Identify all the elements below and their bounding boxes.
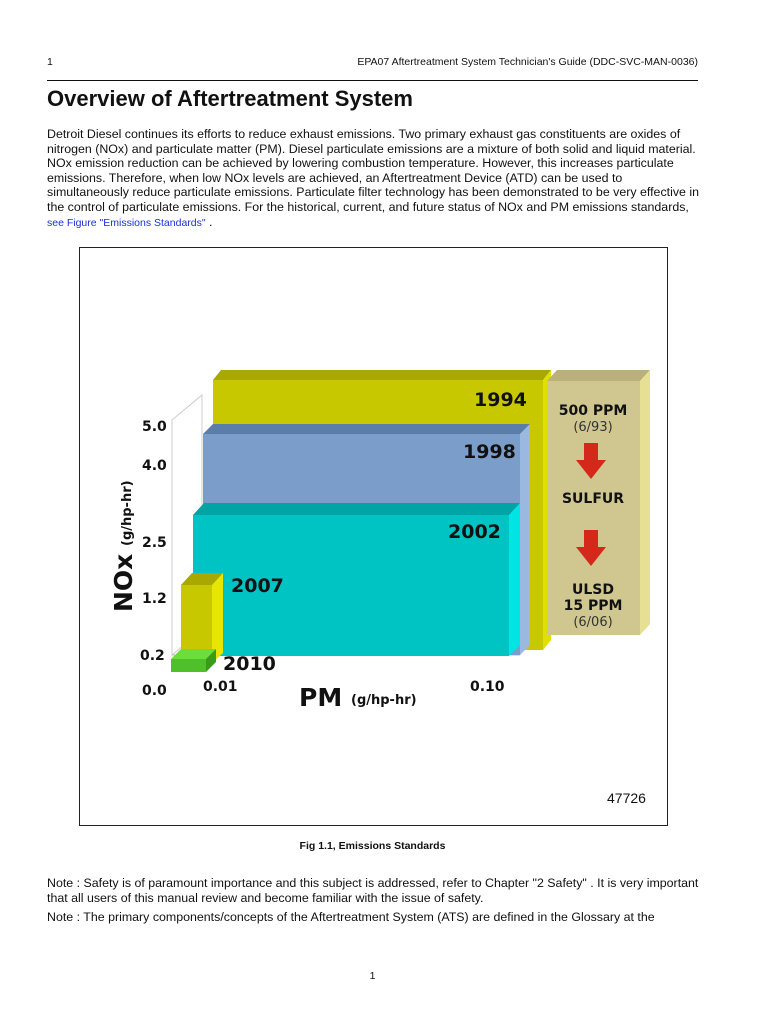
svg-text:NOx: NOx bbox=[109, 553, 138, 612]
y-tick-0-2: 0.2 bbox=[140, 648, 165, 664]
label-1998: 1998 bbox=[463, 441, 516, 463]
fuel-sulfur-label: SULFUR bbox=[561, 491, 625, 507]
y-tick-4: 4.0 bbox=[142, 458, 167, 474]
y-axis-label bbox=[109, 480, 138, 612]
fuel-ulsd: ULSD bbox=[572, 582, 614, 598]
fuel-500ppm: 500 PPM bbox=[558, 403, 628, 419]
svg-text:(g/hp-hr): (g/hp-hr) bbox=[120, 480, 135, 546]
intro-paragraph bbox=[47, 127, 702, 230]
intro-tail: . bbox=[205, 214, 213, 229]
y-tick-5: 5.0 bbox=[142, 419, 167, 435]
note-components: Note : The primary components/concepts of the Aftertreatment System (ATS) are defined in the Glossary at the bbox=[47, 910, 655, 924]
emissions-figure bbox=[79, 247, 668, 826]
figure-caption: Fig 1.1, Emissions Standards bbox=[299, 840, 446, 852]
header-rule bbox=[47, 80, 698, 81]
figure-link[interactable]: see Figure "Emissions Standards" bbox=[47, 216, 206, 229]
intro-text: Detroit Diesel continues its efforts to reduce exhaust emissions. Two primary exhaust gas constituents are oxides of nitrogen (NOx) and particulate matter (PM). Diesel particulate emissions are a mixture of both solid and liquid material. NOx emission reduction can be achieved by lowering combustion temperature. However, this increases particulate emissions. Therefore, when low NOx levels are achieved, an Aftertreatment Device (ATD) can be used to simultaneously reduce particulate emissions. Particulate filter technology has been demonstrated to be very effective in the control of particulate emissions. For the historical, current, and future status of NOx and PM emissions standards, bbox=[47, 127, 700, 214]
y-tick-1-2: 1.2 bbox=[142, 591, 167, 607]
y-tick-0: 0.0 bbox=[142, 683, 167, 699]
label-2007: 2007 bbox=[231, 575, 284, 597]
fuel-date-1993: (6/93) bbox=[573, 420, 613, 435]
page-footer-number: 1 bbox=[369, 970, 376, 982]
note-safety: Note : Safety is of paramount importance and this subject is addressed, refer to Chapter "2 Safety" . It is very important that all users of this manual review and become familiar with the issue of safety. bbox=[47, 876, 699, 905]
label-1994: 1994 bbox=[474, 389, 527, 411]
fuel-sulfur-panel bbox=[547, 370, 650, 635]
page-header-number: 1 bbox=[47, 56, 53, 68]
fuel-date-2006: (6/06) bbox=[573, 615, 613, 630]
emissions-chart bbox=[80, 248, 667, 825]
x-tick-0-10: 0.10 bbox=[470, 679, 505, 695]
x-axis-unit: (g/hp-hr) bbox=[351, 693, 417, 708]
label-2010: 2010 bbox=[223, 653, 276, 675]
section-heading: Overview of Aftertreatment System bbox=[47, 86, 413, 111]
figure-id: 47726 bbox=[607, 790, 646, 806]
x-tick-0-01: 0.01 bbox=[203, 679, 238, 695]
bar-2010 bbox=[171, 649, 216, 672]
page-header-title: EPA07 Aftertreatment System Technician's Guide (DDC-SVC-MAN-0036) bbox=[357, 56, 698, 68]
x-axis-label: PM bbox=[299, 683, 343, 712]
y-tick-2-5: 2.5 bbox=[142, 535, 167, 551]
label-2002: 2002 bbox=[448, 521, 501, 543]
fuel-15ppm: 15 PPM bbox=[563, 598, 623, 614]
